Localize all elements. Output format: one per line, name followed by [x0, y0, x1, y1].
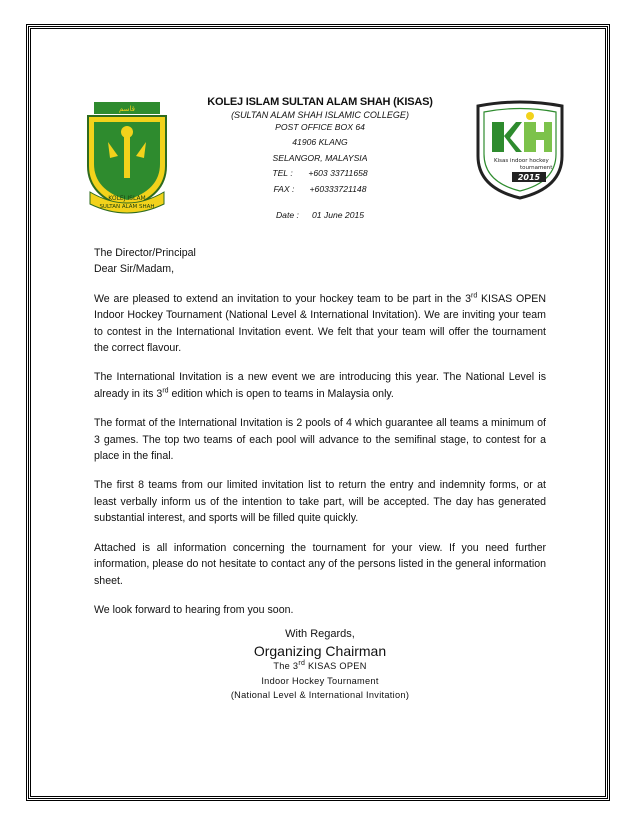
- tournament-level-line: (National Level & International Invitation): [230, 690, 410, 701]
- tournament-tag-2: tournament: [520, 165, 553, 171]
- postcode-city: 41906 KLANG: [292, 137, 348, 148]
- svg-text:ﻗﺎﺳﻢ: ﻗﺎﺳﻢ: [118, 105, 136, 113]
- tournament-tag-1: Kisas indoor hockey: [494, 158, 549, 164]
- signature-block: [170, 628, 470, 703]
- signatory-title: Organizing Chairman: [253, 643, 387, 659]
- date-label: Date :: [275, 210, 299, 221]
- paragraph-attachments: Attached is all information concerning the tournament for your view. If you need further information, please do not hesitate to contact any of the persons listed in the general information sheet.: [94, 541, 546, 587]
- tournament-year: 2015: [517, 173, 541, 182]
- letterhead: [170, 96, 470, 223]
- recipient-line: The Director/Principal: [94, 247, 196, 259]
- fax-label: FAX :: [273, 183, 295, 194]
- tournament-name-line: The 3rd KISAS OPEN: [273, 659, 367, 671]
- date-value: 01 June 2015: [311, 210, 365, 221]
- regards: With Regards,: [285, 628, 355, 640]
- paragraph-entry: The first 8 teams from our limited invitation list to return the entry and indemnity forms, or at least verbally inform us of the intention to take part, will be accepted. The day has generated substantial interest, and sports will be filled quite quickly.: [94, 479, 546, 525]
- college-name: KOLEJ ISLAM SULTAN ALAM SHAH (KISAS): [207, 96, 433, 108]
- college-english-name: (SULTAN ALAM SHAH ISLAMIC COLLEGE): [231, 110, 409, 120]
- state-country: SELANGOR, MALAYSIA: [272, 152, 368, 163]
- college-crest-logo: [80, 96, 174, 216]
- crest-text-top: KOLEJ ISLAM: [108, 195, 146, 202]
- tournament-logo: [472, 96, 568, 200]
- po-box: POST OFFICE BOX 64: [275, 122, 365, 132]
- paragraph-closing: We look forward to hearing from you soon.: [94, 603, 294, 616]
- tel-label: TEL :: [272, 168, 293, 179]
- paragraph-new-event: The International Invitation is a new event we are introducing this year. The National Level is already in its 3rd edition which is open to teams in Malaysia only.: [94, 371, 546, 400]
- letter-body: [94, 245, 546, 631]
- tournament-type-line: Indoor Hockey Tournament: [261, 675, 379, 686]
- crest-text-bottom: SULTAN ALAM SHAH: [99, 204, 155, 210]
- paragraph-invitation: We are pleased to extend an invitation to your hockey team to be part in the 3rd KISAS OPEN Indoor Hockey Tournament (National Level & International Invitation). We are inviting your team to contest in the International Invitation event. We felt that your team will offer the tournament the correct flavour.: [94, 292, 546, 355]
- salutation: Dear Sir/Madam,: [94, 263, 175, 276]
- fax-value: +60333721148: [309, 183, 367, 194]
- paragraph-format: The format of the International Invitation is 2 pools of 4 which guarantee all teams a minimum of 3 games. The top two teams of each pool will advance to the semifinal stage, to contest for a place in the final.: [94, 417, 546, 463]
- tel-value: +603 33711658: [308, 168, 368, 179]
